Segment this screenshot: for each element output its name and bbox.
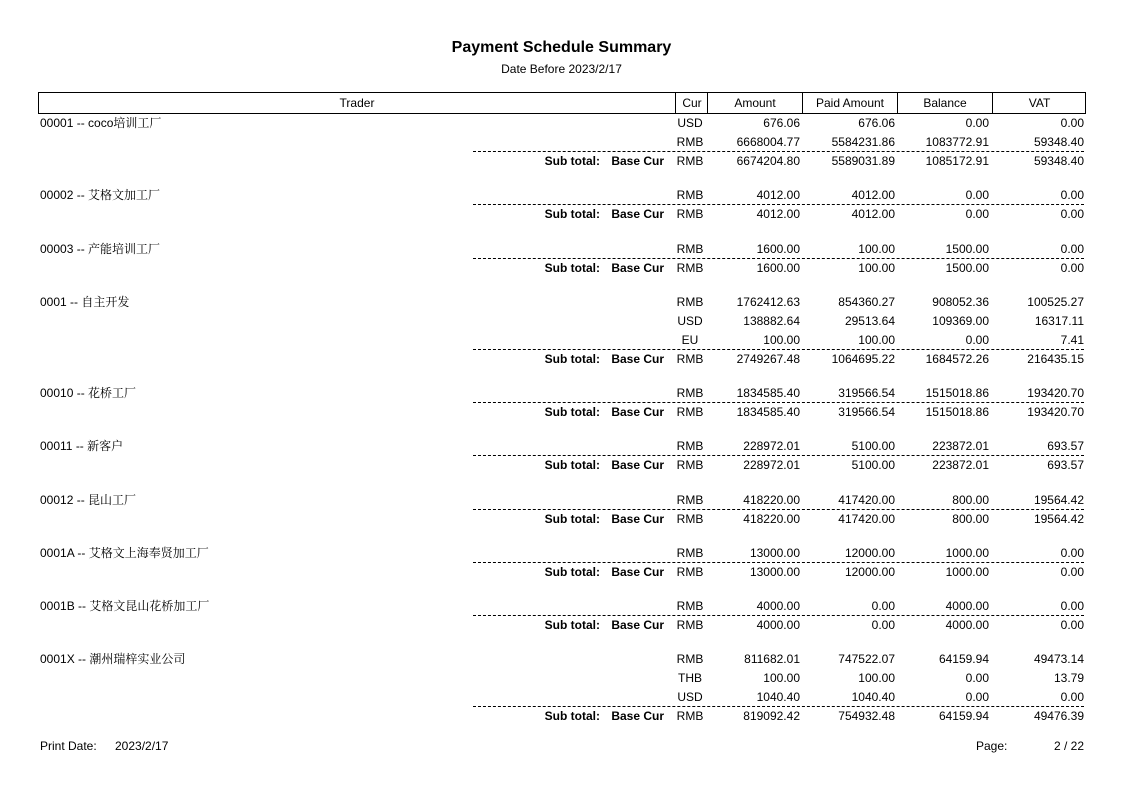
report-subtitle: Date Before 2023/2/17 <box>501 62 622 76</box>
currency-cell: RMB <box>676 564 704 579</box>
currency-cell: RMB <box>676 458 704 473</box>
table-row <box>0 293 1123 312</box>
vat-cell: 193420.70 <box>1027 405 1084 420</box>
amount-cell: 2749267.48 <box>736 352 800 366</box>
currency-cell: USD <box>677 313 703 328</box>
currency-cell: RMB <box>676 709 704 724</box>
col-balance: Balance <box>897 93 992 113</box>
balance-cell: 0.00 <box>965 207 989 222</box>
vat-cell: 0.00 <box>1060 545 1084 560</box>
currency-cell: RMB <box>676 618 704 632</box>
amount-cell: 1834585.40 <box>736 386 800 401</box>
col-vat: VAT <box>992 93 1086 113</box>
currency-cell: USD <box>677 116 703 130</box>
subtotal-row <box>0 350 1123 369</box>
vat-cell: 693.57 <box>1047 458 1084 473</box>
amount-cell: 4000.00 <box>756 618 800 632</box>
balance-cell: 0.00 <box>965 188 989 203</box>
vat-cell: 193420.70 <box>1027 386 1084 401</box>
paid-amount-cell: 12000.00 <box>844 564 895 579</box>
balance-cell: 1500.00 <box>945 260 989 275</box>
amount-cell: 138882.64 <box>743 313 800 328</box>
balance-cell: 1083772.91 <box>925 135 989 150</box>
amount-cell: 4000.00 <box>756 598 800 613</box>
table-row <box>0 688 1123 707</box>
currency-cell: RMB <box>676 439 704 454</box>
trader-name: 00001 -- coco培训工厂 <box>40 116 162 130</box>
table-row <box>0 669 1123 688</box>
subtotal-label: Sub total: <box>544 260 600 275</box>
balance-cell: 1684572.26 <box>925 352 989 366</box>
vat-cell: 0.00 <box>1060 598 1084 613</box>
amount-cell: 1600.00 <box>756 241 800 256</box>
currency-cell: RMB <box>676 492 704 507</box>
vat-cell: 0.00 <box>1060 618 1084 632</box>
subtotal-label: Sub total: <box>544 618 600 632</box>
subtotal-label: Sub total: <box>544 207 600 222</box>
balance-cell: 0.00 <box>965 690 989 705</box>
col-cur: Cur <box>675 93 708 113</box>
paid-amount-cell: 5584231.86 <box>831 135 895 150</box>
paid-amount-cell: 5589031.89 <box>831 154 895 169</box>
paid-amount-cell: 417420.00 <box>838 511 895 526</box>
paid-amount-cell: 0.00 <box>871 618 895 632</box>
balance-cell: 1000.00 <box>945 545 989 560</box>
table-row <box>0 491 1123 510</box>
amount-cell: 13000.00 <box>749 564 800 579</box>
trader-name: 00011 -- 新客户 <box>40 439 124 454</box>
table-row <box>0 186 1123 205</box>
balance-cell: 0.00 <box>965 116 989 130</box>
balance-cell: 1000.00 <box>945 564 989 579</box>
base-cur-label: Base Cur <box>611 154 664 169</box>
trader-name: 00003 -- 产能培训工厂 <box>40 241 161 256</box>
base-cur-label: Base Cur <box>611 260 664 275</box>
currency-cell: USD <box>677 690 703 705</box>
balance-cell: 1085172.91 <box>925 154 989 169</box>
col-amount: Amount <box>707 93 802 113</box>
trader-name: 0001A -- 艾格文上海奉贤加工厂 <box>40 545 209 560</box>
paid-amount-cell: 319566.54 <box>838 386 895 401</box>
amount-cell: 4012.00 <box>756 188 800 203</box>
table-row <box>0 240 1123 259</box>
base-cur-label: Base Cur <box>611 709 664 724</box>
subtotal-row <box>0 152 1123 171</box>
table-row <box>0 312 1123 331</box>
currency-cell: RMB <box>676 294 704 309</box>
currency-cell: RMB <box>676 386 704 401</box>
balance-cell: 800.00 <box>952 511 989 526</box>
currency-cell: EU <box>681 332 699 347</box>
base-cur-label: Base Cur <box>611 405 664 420</box>
vat-cell: 49476.39 <box>1033 709 1084 724</box>
paid-amount-cell: 0.00 <box>871 598 895 613</box>
balance-cell: 0.00 <box>965 671 989 686</box>
table-row <box>0 650 1123 669</box>
currency-cell: RMB <box>676 241 704 256</box>
table-row <box>0 384 1123 403</box>
subtotal-row <box>0 707 1123 726</box>
balance-cell: 223872.01 <box>932 458 989 473</box>
subtotal-label: Sub total: <box>544 458 600 473</box>
col-paid-amount: Paid Amount <box>802 93 897 113</box>
currency-cell: RMB <box>676 545 704 560</box>
subtotal-label: Sub total: <box>544 709 600 724</box>
col-trader: Trader <box>339 96 375 110</box>
base-cur-label: Base Cur <box>611 352 664 366</box>
vat-cell: 0.00 <box>1060 188 1084 203</box>
subtotal-row <box>0 616 1123 635</box>
subtotal-row <box>0 456 1123 475</box>
table-row <box>0 133 1123 152</box>
vat-cell: 0.00 <box>1060 207 1084 222</box>
amount-cell: 100.00 <box>763 332 800 347</box>
balance-cell: 1515018.86 <box>925 386 989 401</box>
vat-cell: 0.00 <box>1060 260 1084 275</box>
table-row <box>0 544 1123 563</box>
paid-amount-cell: 747522.07 <box>838 652 895 667</box>
paid-amount-cell: 319566.54 <box>838 405 895 420</box>
vat-cell: 59348.40 <box>1033 154 1084 169</box>
paid-amount-cell: 1040.40 <box>851 690 895 705</box>
amount-cell: 1040.40 <box>756 690 800 705</box>
vat-cell: 0.00 <box>1060 690 1084 705</box>
paid-amount-cell: 4012.00 <box>851 207 895 222</box>
vat-cell: 19564.42 <box>1033 511 1084 526</box>
table-row <box>0 331 1123 350</box>
balance-cell: 4000.00 <box>945 598 989 613</box>
currency-cell: RMB <box>676 135 704 150</box>
paid-amount-cell: 5100.00 <box>851 458 895 473</box>
base-cur-label: Base Cur <box>611 618 664 632</box>
trader-name: 00002 -- 艾格文加工厂 <box>40 188 161 203</box>
amount-cell: 13000.00 <box>749 545 800 560</box>
currency-cell: RMB <box>676 207 704 222</box>
subtotal-label: Sub total: <box>544 564 600 579</box>
balance-cell: 1515018.86 <box>925 405 989 420</box>
report-title: Payment Schedule Summary <box>451 39 672 56</box>
currency-cell: RMB <box>676 511 704 526</box>
subtotal-row <box>0 403 1123 422</box>
vat-cell: 100525.27 <box>1027 294 1084 309</box>
amount-cell: 819092.42 <box>743 709 800 724</box>
balance-cell: 64159.94 <box>938 709 989 724</box>
amount-cell: 228972.01 <box>743 439 800 454</box>
amount-cell: 676.06 <box>763 116 800 130</box>
amount-cell: 1834585.40 <box>736 405 800 420</box>
vat-cell: 0.00 <box>1060 241 1084 256</box>
paid-amount-cell: 12000.00 <box>844 545 895 560</box>
balance-cell: 800.00 <box>952 492 989 507</box>
table-row <box>0 437 1123 456</box>
paid-amount-cell: 5100.00 <box>851 439 895 454</box>
subtotal-row <box>0 510 1123 529</box>
paid-amount-cell: 100.00 <box>858 241 895 256</box>
subtotal-row <box>0 259 1123 278</box>
vat-cell: 0.00 <box>1060 564 1084 579</box>
page-number: 2 / 22 <box>1053 739 1084 753</box>
amount-cell: 418220.00 <box>743 492 800 507</box>
currency-cell: RMB <box>676 260 704 275</box>
vat-cell: 0.00 <box>1060 116 1084 130</box>
vat-cell: 216435.15 <box>1027 352 1084 366</box>
balance-cell: 64159.94 <box>938 652 989 667</box>
print-date-label: Print Date: <box>40 739 97 753</box>
paid-amount-cell: 417420.00 <box>838 492 895 507</box>
trader-name: 0001 -- 自主开发 <box>40 294 130 309</box>
base-cur-label: Base Cur <box>611 564 664 579</box>
amount-cell: 1600.00 <box>756 260 800 275</box>
vat-cell: 59348.40 <box>1033 135 1084 150</box>
paid-amount-cell: 100.00 <box>858 671 895 686</box>
base-cur-label: Base Cur <box>611 458 664 473</box>
currency-cell: RMB <box>676 188 704 203</box>
page-label: Page: <box>976 739 1008 753</box>
amount-cell: 4012.00 <box>756 207 800 222</box>
balance-cell: 223872.01 <box>932 439 989 454</box>
paid-amount-cell: 100.00 <box>858 260 895 275</box>
balance-cell: 109369.00 <box>932 313 989 328</box>
vat-cell: 693.57 <box>1047 439 1084 454</box>
currency-cell: RMB <box>676 352 704 366</box>
amount-cell: 228972.01 <box>743 458 800 473</box>
amount-cell: 1762412.63 <box>736 294 800 309</box>
subtotal-label: Sub total: <box>544 352 600 366</box>
paid-amount-cell: 854360.27 <box>838 294 895 309</box>
balance-cell: 0.00 <box>965 332 989 347</box>
trader-name: 00010 -- 花桥工厂 <box>40 386 137 401</box>
paid-amount-cell: 4012.00 <box>851 188 895 203</box>
trader-name: 00012 -- 昆山工厂 <box>40 492 137 507</box>
subtotal-label: Sub total: <box>544 154 600 169</box>
base-cur-label: Base Cur <box>611 511 664 526</box>
currency-cell: RMB <box>676 652 704 667</box>
currency-cell: RMB <box>676 598 704 613</box>
table-row <box>0 114 1123 133</box>
print-date: 2023/2/17 <box>115 739 169 753</box>
vat-cell: 7.41 <box>1060 332 1084 347</box>
vat-cell: 13.79 <box>1053 671 1084 686</box>
currency-cell: RMB <box>676 154 704 169</box>
amount-cell: 100.00 <box>763 671 800 686</box>
amount-cell: 418220.00 <box>743 511 800 526</box>
paid-amount-cell: 1064695.22 <box>831 352 895 366</box>
paid-amount-cell: 29513.64 <box>844 313 895 328</box>
paid-amount-cell: 676.06 <box>858 116 895 130</box>
subtotal-label: Sub total: <box>544 405 600 420</box>
vat-cell: 19564.42 <box>1033 492 1084 507</box>
balance-cell: 908052.36 <box>932 294 989 309</box>
vat-cell: 49473.14 <box>1033 652 1084 667</box>
currency-cell: THB <box>678 671 702 686</box>
subtotal-row <box>0 563 1123 582</box>
amount-cell: 6668004.77 <box>736 135 800 150</box>
paid-amount-cell: 100.00 <box>858 332 895 347</box>
currency-cell: RMB <box>676 405 704 420</box>
table-row <box>0 597 1123 616</box>
base-cur-label: Base Cur <box>611 207 664 222</box>
balance-cell: 4000.00 <box>945 618 989 632</box>
balance-cell: 1500.00 <box>945 241 989 256</box>
amount-cell: 6674204.80 <box>736 154 800 169</box>
subtotal-row <box>0 205 1123 224</box>
subtotal-label: Sub total: <box>544 511 600 526</box>
trader-name: 0001X -- 潮州瑞梓实业公司 <box>40 652 186 667</box>
paid-amount-cell: 754932.48 <box>838 709 895 724</box>
amount-cell: 811682.01 <box>744 652 800 667</box>
vat-cell: 16317.11 <box>1034 313 1084 328</box>
trader-name: 0001B -- 艾格文昆山花桥加工厂 <box>40 598 210 613</box>
